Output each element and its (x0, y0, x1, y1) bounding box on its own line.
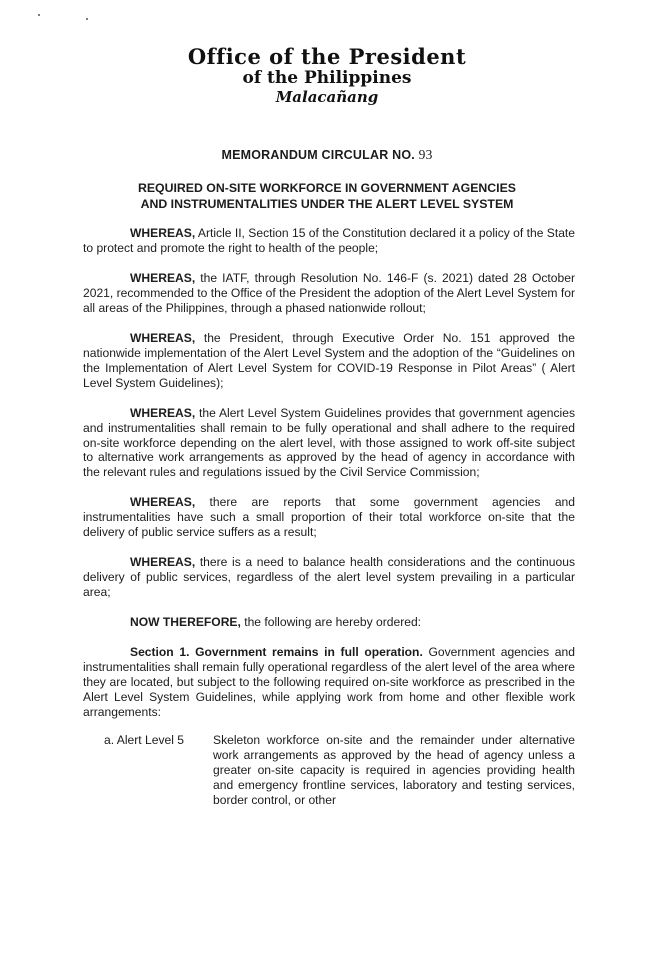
whereas-paragraph-5 (83, 495, 575, 540)
list-item-label: a. Alert Level 5 (104, 733, 185, 748)
paragraph-text: the Alert Level System Guidelines provides that government agencies and instrumentalities shall remain to be fully operational and shall adhere to the required on-site workforce depending on the alert level, with those assigned to work off-site subject to alternative work arrangements as approved by the head of agency in accordance with the relevant rules and regulations issued by the Civil Service Commission; (83, 405, 575, 480)
whereas-paragraph-6 (83, 555, 575, 600)
paragraph-lead: WHEREAS, (130, 330, 196, 345)
letterhead-line-1: Office of the President (187, 44, 467, 69)
paragraph-text: the IATF, through Resolution No. 146-F (s. 2021) dated 28 October 2021, recommended to the Office of the President the adoption of the Alert Level System for all areas of the Philippines, through a phased nationwide rollout; (83, 271, 575, 315)
subject-line-2: AND INSTRUMENTALITIES UNDER THE ALERT LEVEL SYSTEM (140, 197, 514, 211)
whereas-paragraph-4 (83, 406, 575, 481)
paragraph-text: the President, through Executive Order No. 151 approved the nationwide implementation of the Alert Level System and the adoption of the “Guidelines on the Implementation of Alert Level System for COVID-19 Response in Pilot Areas” ( Alert Level System Guidelines); (83, 330, 575, 390)
paragraph-lead: WHEREAS, (130, 495, 196, 510)
paragraph-text: there is a need to balance health considerations and the continuous delivery of public services, regardless of the alert level system prevailing in a particular area; (83, 555, 575, 600)
paragraph-lead: WHEREAS, (130, 555, 196, 570)
memorandum-title-prefix: MEMORANDUM CIRCULAR NO. (221, 148, 415, 162)
memorandum-subject (60, 180, 594, 212)
paragraph-lead: NOW THEREFORE, (130, 615, 241, 630)
whereas-paragraph-3 (83, 331, 575, 391)
letterhead-line-3: Malacañang (275, 88, 379, 106)
letterhead-line-2: of the Philippines (242, 68, 412, 88)
scan-speck (38, 14, 40, 16)
scan-speck (86, 18, 88, 20)
paragraph-text: Article II, Section 15 of the Constitution declared it a policy of the State to protect and promote the right to health of the people; (83, 226, 576, 255)
memorandum-number: 93 (418, 147, 433, 162)
now-therefore-paragraph (83, 615, 575, 630)
section-heading: Section 1. Government remains in full operation. (130, 645, 423, 660)
memorandum-title (0, 147, 654, 163)
subject-line-1: REQUIRED ON-SITE WORKFORCE IN GOVERNMENT AGENCIES (137, 181, 517, 195)
list-item-text: Skeleton workforce on-site and the remainder under alternative work arrangements as approved by the head of agency unless a greater on-site capacity is required in agencies providing health and emergency frontline services, laboratory and testing services, border control, or other (213, 733, 575, 807)
alert-level-list-item (83, 733, 575, 808)
whereas-paragraph-1 (83, 226, 575, 256)
whereas-paragraph-2 (83, 271, 575, 316)
paragraph-text: Government agencies and instrumentalities shall remain fully operational regardless of the alert level of the area where they are located, but subject to the following required on-site workforce as prescribed in the Alert Level System Guidelines, while applying work from home and other flexible work arrangements: (83, 645, 575, 719)
paragraph-text: the following are hereby ordered: (240, 615, 422, 630)
memorandum-body (83, 226, 575, 808)
paragraph-lead: WHEREAS, (130, 271, 196, 285)
paragraph-lead: WHEREAS, (130, 405, 196, 420)
section-1-paragraph (83, 645, 575, 720)
paragraph-lead: WHEREAS, (130, 226, 196, 240)
paragraph-text: there are reports that some government agencies and instrumentalities have such a small proportion of their total workforce on-site that the delivery of public service suffers as a result; (83, 495, 575, 540)
